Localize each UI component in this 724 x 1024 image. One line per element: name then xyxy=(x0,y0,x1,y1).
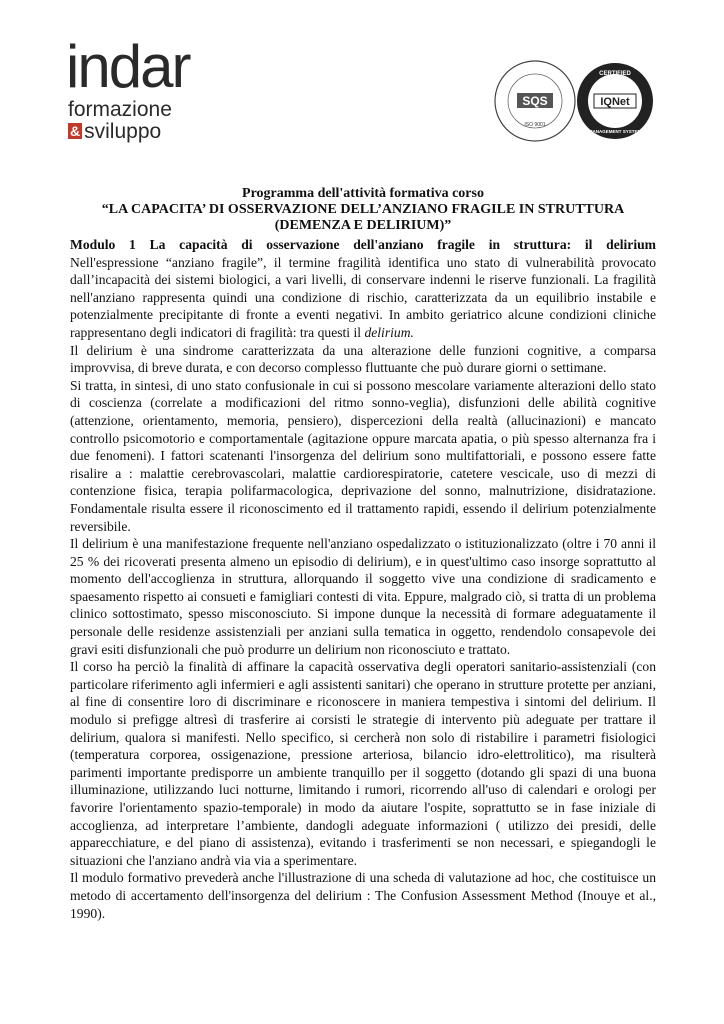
logo-ampersand: & xyxy=(70,123,81,139)
paragraph-1 xyxy=(70,254,656,342)
sqs-iso: ISO 9001 xyxy=(524,122,546,128)
heading-line-2: “LA CAPACITA’ DI OSSERVAZIONE DELL’ANZIANO FRAGILE IN STRUTTURA xyxy=(101,202,625,217)
paragraph-5: Il corso ha perciò la finalità di affinare la capacità osservativa degli operatori sanitario-assistenziali (con particolare riferimento agli infermieri e agli assistenti sanitari) che operano in strutture protette per anziani, al fine di consentire loro di discriminare e riconoscere in maniera tempestiva i sintomi del delirium. Il modulo si prefigge altresì di trasferire ai corsisti le strategie di intervento più adeguate per trattare il delirium, qualora si manifesti. Nello specifico, si cercherà non solo di ristabilire i parametri fisiologici (temperatura corporea, ossigenazione, pressione arteriosa, bilancio idro-elettrolitico), ma risulterà parimenti importante predisporre un ambiente tranquillo per il soggetto (dotando gli spazi di una buona illuminazione, utilizzando luci notturne, limitando i rumori, ricorrendo all'uso di calendari e orologi per favorire l'orientamento spazio-temporale) in modo da aiutare l'ospite, soprattutto se in fase iniziale di accoglienza, ad interpretare l’ambiente, dandogli adeguate informazioni ( utilizzo dei presidi, delle apparecchiature, e del piano di assistenza), evitando i trasferimenti se non necessari, e spiegandogli le situazioni che l'anziano andrà via via a sperimentare. xyxy=(70,659,656,868)
sqs-label: SQS xyxy=(522,94,548,108)
iqnet-certified: CERTIFIED xyxy=(599,71,631,77)
heading-line-1: Programma dell'attività formativa corso xyxy=(242,186,484,201)
iqnet-seal-icon xyxy=(577,63,653,139)
module-title: Modulo 1 La capacità di osservazione dell'anziano fragile in struttura: il delirium xyxy=(70,237,656,252)
iqnet-label: IQNet xyxy=(600,96,630,108)
logo-sviluppo-text: sviluppo xyxy=(84,120,162,143)
paragraph-6: Il modulo formativo prevederà anche l'illustrazione di una scheda di valutazione ad hoc, che costituisce un metodo di accertamento dell'insorgenza del delirium : The Confusion Assessment Method (Inouye et al., 1990). xyxy=(70,870,656,921)
indar-logo xyxy=(66,33,216,158)
course-heading xyxy=(70,186,656,234)
sqs-seal-icon xyxy=(495,61,575,141)
logo-word-sviluppo xyxy=(68,122,161,142)
paragraph-4: Il delirium è una manifestazione frequente nell'anziano ospedalizzato o istituzionalizzato (oltre i 70 anni il 25 % dei ricoverati presenta almeno un episodio di delirium), e in quest'ultimo caso insorge soprattutto al momento dell'accoglienza in struttura, allorquando il soggetto vive una condizione di sradicamento e spaesamento rispetto ai consueti e famigliari contesti di vita. Eppure, malgrado ciò, si tratta di un problema clinico sottostimato, spesso misconosciuto. Si impone dunque la necessità di formare adeguatamente il personale delle residenze assistenziali per anziani sulla tematica in oggetto, rendendolo consapevole dei gravi esiti disfunzionali che può produrre un delirium non riconosciuto e trattato. xyxy=(70,536,656,657)
certification-logos xyxy=(490,56,660,146)
paragraph-1-text: Nell'espressione “anziano fragile”, il termine fragilità identifica uno stato di vulnerabilità provocato dall’incapacità dei sistemi biologici, a vari livelli, di conservare indenni le riserve funzionali. La fragilità nell'anziano rappresenta quindi una condizione di rischio, caratterizzata da un equilibrio instabile e potenzialmente precipitante di fronte a eventi negativi. In ambito geriatrico alcune condizioni cliniche rappresentano degli indicatori di fragilità: tra questi il xyxy=(70,254,656,340)
certification-seals-svg xyxy=(490,56,660,146)
paragraph-2: Il delirium è una sindrome caratterizzata da una alterazione delle funzioni cognitive, a comparsa improvvisa, di breve durata, e con decorso complesso fluttuante che può durare giorni o settimane. xyxy=(70,342,656,376)
heading-line-3: (DEMENZA E DELIRIUM)” xyxy=(274,218,452,233)
iqnet-management-system: MANAGEMENT SYSTEM xyxy=(588,129,642,134)
logo-word-indar: indar xyxy=(66,33,190,100)
paragraph-3: Si tratta, in sintesi, di uno stato confusionale in cui si possono mescolare variamente alterazioni dello stato di coscienza (correlate a modificazioni del ritmo sonno-veglia), disfunzioni delle abilità cognitive (attenzione, orientamento, memoria, pensiero), dispercezioni della realtà (allucinazioni) e mancato controllo psicomotorio e comportamentale (agitazione oppure marcata apatia, o più spesso alternanza fra i due fenomeni). I fattori scatenanti l'insorgenza del delirium sono multifattoriali, e possono essere fatte risalire a : malattie cerebrovascolari, malattie cardiorespiratorie, catetere vescicale, uso di mezzi di contenzione fisica, terapia polifarmacologica, deprivazione del sonno, malnutrizione, disidratazione. Fondamentale risulta essere il riconoscimento ed il trattamento rapidi, essendo il delirium potenzialmente reversibile. xyxy=(70,377,656,534)
paragraph-1-emphasis: delirium. xyxy=(364,324,414,340)
document-body xyxy=(70,236,656,922)
logo-word-formazione: formazione xyxy=(68,98,172,121)
